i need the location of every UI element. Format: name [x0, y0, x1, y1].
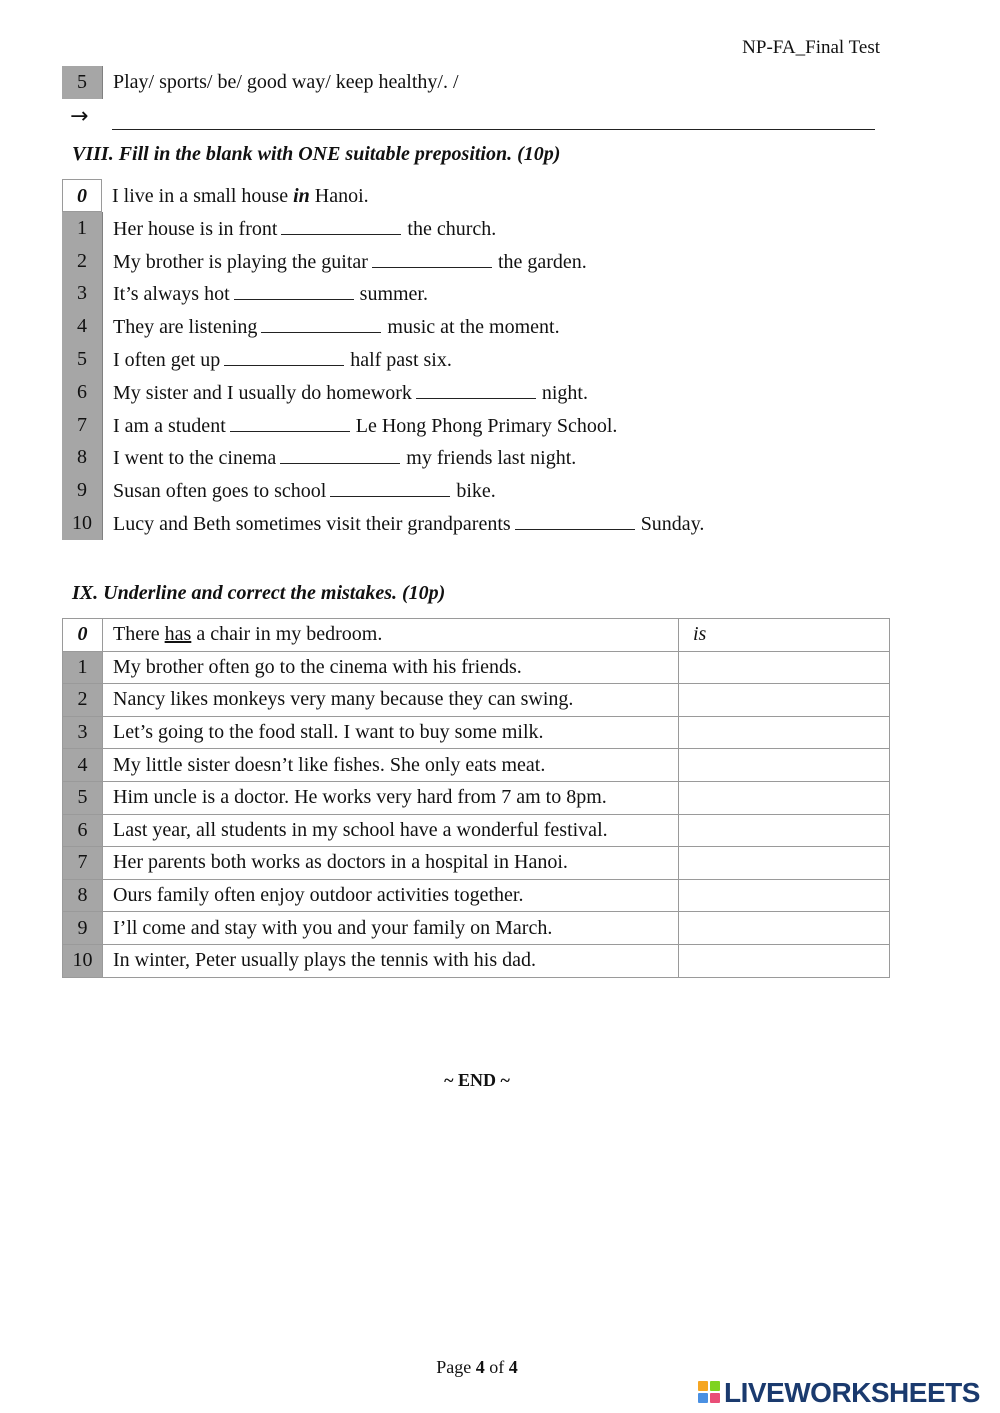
- item-sentence: Her parents both works as doctors in a hospital in Hanoi.: [103, 847, 679, 880]
- item-sentence: [103, 310, 560, 343]
- page-number: [0, 1357, 954, 1378]
- document-label: NP-FA_Final Test: [742, 37, 880, 58]
- table-row: [63, 716, 890, 749]
- page-of: of: [489, 1357, 505, 1377]
- item-after: Le Hong Phong Primary School.: [355, 414, 618, 437]
- item-number: 3: [62, 277, 103, 310]
- preposition-list: [62, 179, 862, 540]
- item-sentence: Him uncle is a doctor. He works very hard from 7 am to 8pm.: [103, 781, 679, 814]
- correction-field[interactable]: [679, 879, 890, 912]
- item-after: summer.: [359, 283, 428, 306]
- example-answer: in: [293, 185, 310, 207]
- item-sentence: Last year, all students in my school have a wonderful festival.: [103, 814, 679, 847]
- item-sentence: [103, 441, 576, 474]
- correction-field[interactable]: [679, 781, 890, 814]
- preposition-item: [62, 507, 862, 540]
- item-number: 8: [63, 879, 103, 912]
- item-number: 9: [62, 474, 103, 507]
- item-after: Sunday.: [640, 512, 705, 535]
- item-before: Susan often goes to school: [113, 480, 327, 503]
- item-sentence: My little sister doesn’t like fishes. She only eats meat.: [103, 749, 679, 782]
- answer-blank[interactable]: [224, 347, 344, 366]
- question-row: [62, 66, 459, 99]
- item-before: I went to the cinema: [113, 447, 277, 470]
- table-row: [63, 749, 890, 782]
- item-sentence: Ours family often enjoy outdoor activities together.: [103, 879, 679, 912]
- item-before: It’s always hot: [113, 283, 230, 306]
- example-number: 0: [63, 619, 103, 652]
- item-after: night.: [541, 381, 588, 404]
- answer-blank[interactable]: [330, 478, 450, 497]
- item-sentence: [103, 245, 587, 278]
- item-sentence: My brother often go to the cinema with his friends.: [103, 651, 679, 684]
- item-sentence: [103, 507, 704, 540]
- item-number: 5: [63, 781, 103, 814]
- item-number: 10: [62, 507, 103, 540]
- table-row: [63, 912, 890, 945]
- item-sentence: I’ll come and stay with you and your family on March.: [103, 912, 679, 945]
- item-sentence: Let’s going to the food stall. I want to buy some milk.: [103, 716, 679, 749]
- answer-blank[interactable]: [515, 511, 635, 530]
- item-number: 5: [62, 343, 103, 376]
- end-mark: ~ END ~: [444, 1070, 510, 1090]
- preposition-item: [62, 245, 862, 278]
- preposition-item: [62, 409, 862, 442]
- answer-blank[interactable]: [416, 380, 536, 399]
- item-number: 6: [63, 814, 103, 847]
- example-sentence: [102, 179, 369, 212]
- page-total: 4: [508, 1357, 518, 1377]
- item-before: I am a student: [113, 414, 226, 437]
- item-number: 1: [63, 651, 103, 684]
- question-prompt: Play/ sports/ be/ good way/ keep healthy/. /: [113, 71, 459, 93]
- item-number: 7: [62, 409, 103, 442]
- example-before: There: [113, 623, 160, 646]
- item-after: my friends last night.: [406, 447, 577, 470]
- item-after: half past six.: [350, 348, 452, 371]
- preposition-item: [62, 212, 862, 245]
- arrow-right-icon: →: [70, 104, 89, 129]
- item-after: bike.: [456, 480, 496, 503]
- page-current: 4: [475, 1357, 485, 1377]
- item-sentence: [103, 212, 496, 245]
- item-before: Her house is in front: [113, 217, 278, 240]
- logo-icon: [698, 1381, 722, 1405]
- item-sentence: In winter, Peter usually plays the tennis with his dad.: [103, 944, 679, 977]
- example-correction: is: [679, 619, 890, 652]
- correction-field[interactable]: [679, 651, 890, 684]
- table-row: [63, 879, 890, 912]
- answer-blank[interactable]: [261, 314, 381, 333]
- preposition-item: [62, 474, 862, 507]
- correction-field[interactable]: [679, 944, 890, 977]
- item-number: 2: [63, 684, 103, 717]
- page-prefix: Page: [436, 1357, 472, 1377]
- item-number: 3: [63, 716, 103, 749]
- item-sentence: [103, 409, 617, 442]
- correction-field[interactable]: [679, 716, 890, 749]
- example-sentence: [103, 619, 679, 652]
- answer-blank[interactable]: [112, 129, 875, 130]
- preposition-item: [62, 277, 862, 310]
- table-row: [63, 781, 890, 814]
- correction-field[interactable]: [679, 749, 890, 782]
- item-number: 9: [63, 912, 103, 945]
- item-before: My sister and I usually do homework: [113, 381, 412, 404]
- table-row: [63, 684, 890, 717]
- example-mistake: has: [164, 623, 192, 646]
- preposition-item: [62, 310, 862, 343]
- table-row: [63, 651, 890, 684]
- item-number: 4: [63, 749, 103, 782]
- example-row: [63, 619, 890, 652]
- example-row: [62, 179, 862, 212]
- item-number: 10: [63, 944, 103, 977]
- correction-field[interactable]: [679, 912, 890, 945]
- answer-blank[interactable]: [234, 281, 354, 300]
- section-9-title: IX. Underline and correct the mistakes. (10p): [72, 582, 446, 604]
- item-before: Lucy and Beth sometimes visit their grandparents: [113, 512, 511, 535]
- item-sentence: [103, 474, 496, 507]
- item-before: My brother is playing the guitar: [113, 250, 368, 273]
- item-number: 1: [62, 212, 103, 245]
- mistakes-table: [62, 618, 890, 978]
- item-sentence: [103, 376, 588, 409]
- item-number: 2: [62, 245, 103, 278]
- example-after: Hanoi.: [314, 185, 369, 207]
- item-after: the garden.: [497, 250, 587, 273]
- item-before: I often get up: [113, 348, 221, 371]
- preposition-item: [62, 441, 862, 474]
- example-number: 0: [62, 179, 102, 212]
- logo-text: LIVEWORKSHEETS: [724, 1377, 980, 1408]
- question-number: 5: [62, 66, 103, 99]
- item-number: 7: [63, 847, 103, 880]
- example-after: a chair in my bedroom.: [196, 623, 383, 646]
- item-after: music at the moment.: [387, 316, 560, 339]
- correction-field[interactable]: [679, 814, 890, 847]
- answer-blank[interactable]: [280, 445, 400, 464]
- item-number: 4: [62, 310, 103, 343]
- correction-field[interactable]: [679, 847, 890, 880]
- item-number: 8: [62, 441, 103, 474]
- table-row: [63, 814, 890, 847]
- item-before: They are listening: [113, 316, 258, 339]
- item-sentence: [103, 277, 428, 310]
- item-number: 6: [62, 376, 103, 409]
- answer-blank[interactable]: [372, 249, 492, 268]
- answer-line: [70, 104, 880, 134]
- liveworksheets-logo: [698, 1377, 980, 1409]
- table-row: [63, 847, 890, 880]
- example-before: I live in a small house: [112, 185, 289, 207]
- answer-blank[interactable]: [230, 413, 350, 432]
- table-row: [63, 944, 890, 977]
- section-8-title: VIII. Fill in the blank with ONE suitable preposition. (10p): [72, 143, 561, 165]
- preposition-item: [62, 343, 862, 376]
- answer-blank[interactable]: [281, 216, 401, 235]
- item-sentence: Nancy likes monkeys very many because they can swing.: [103, 684, 679, 717]
- item-sentence: [103, 343, 452, 376]
- item-after: the church.: [407, 217, 497, 240]
- correction-field[interactable]: [679, 684, 890, 717]
- preposition-item: [62, 376, 862, 409]
